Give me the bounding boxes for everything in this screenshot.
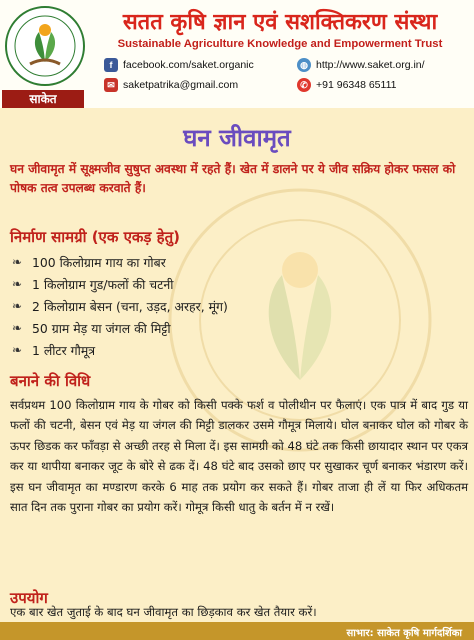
list-item: ❧ 1 किलोग्राम गुड/फलों की चटनी <box>12 276 174 292</box>
leaf-bullet-icon: ❧ <box>12 255 23 269</box>
facebook-contact[interactable] <box>104 58 254 72</box>
globe-icon: ◍ <box>297 58 311 72</box>
method-text: सर्वप्रथम 100 किलोग्राम गाय के गोबर को किसी पक्के फर्श व पोलीथीन पर फैलाएं। एक पात्र में बाद गुड या फलों की चटनी, बेसन एवं मेड़ या जंगल की मिट्टी डालकर उसमे गौमूत्र मिलाये। घोल बनाकर घोल को गोबर के ऊपर छिडक कर फाँवड़ा से अच्छी तरह से मिला दें। इस सामग्री को 48 घंटे तक किसी छायादार स्थान पर एकत्र कर या थापीया बनाकर जूट के बोरे से ढक दें। 48 घंटे बाद उसको छाए पर सुखाकर चूर्ण बनाकर भंडारण करें। इस घन जीवामृत का मण्डारण करके 6 माह तक प्रयोग कर सकते हैं। गोबर ताजा ही लें या फिर अधिकतम सात दिन तक पुराना गोबर का प्रयोग करें। गोमूत्र किसी धातु के बर्तन में न रखें। <box>10 398 468 515</box>
footer-credit: साभार: साकेत कृषि मार्गदर्शिका <box>346 628 462 639</box>
list-item: ❧ 2 किलोग्राम बेसन (चना, उड़द, अरहर, मूंग) <box>12 298 228 314</box>
website-link[interactable]: http://www.saket.org.in/ <box>316 59 425 71</box>
usage-heading: उपयोग <box>10 589 48 607</box>
leaf-bullet-icon: ❧ <box>12 321 23 335</box>
saket-logo <box>4 4 86 104</box>
list-item: ❧ 100 किलोग्राम गाय का गोबर <box>12 254 166 270</box>
leaf-bullet-icon: ❧ <box>12 299 23 313</box>
leaf-bullet-icon: ❧ <box>12 343 23 357</box>
phone-contact[interactable] <box>297 78 396 92</box>
list-item: ❧ 50 ग्राम मेड़ या जंगल की मिट्टी <box>12 320 171 336</box>
phone-number[interactable]: +91 96348 65111 <box>316 79 397 91</box>
org-name-hindi: सतत कृषि ज्ञान एवं सशक्तिकरण संस्था <box>122 9 438 35</box>
email-contact[interactable] <box>104 78 238 92</box>
leaf-bullet-icon: ❧ <box>12 277 23 291</box>
header <box>0 0 474 108</box>
footer-bar <box>0 622 474 640</box>
website-contact[interactable] <box>297 58 425 72</box>
method-heading: बनाने की विधि <box>10 372 91 390</box>
intro-text: घन जीवामृत में सूक्ष्मजीव सुषुप्त अवस्था में रहते हैं। खेत में डालने पर ये जीव सक्रिय होकर फसल को पोषक तत्व उपलब्ध करवाते हैं। <box>10 162 456 195</box>
list-item: ❧ 1 लीटर गौमूत्र <box>12 342 96 358</box>
ingredients-list <box>12 251 452 361</box>
facebook-icon: f <box>104 58 118 72</box>
facebook-link[interactable]: facebook.com/saket.organic <box>123 59 254 71</box>
email-link[interactable]: saketpatrika@gmail.com <box>123 79 239 91</box>
brand-name: साकेत <box>2 90 84 108</box>
ingredients-heading: निर्माण सामग्री (एक एकड़ हेतु) <box>10 228 181 246</box>
usage-text: एक बार खेत जुताई के बाद घन जीवामृत का छिड़काव कर खेत तैयार करें। <box>10 605 317 619</box>
email-icon: ✉ <box>104 78 118 92</box>
phone-icon: ✆ <box>297 78 311 92</box>
org-name-english: Sustainable Agriculture Knowledge and Empowerment Trust <box>117 38 443 50</box>
page-title: घन जीवामृत <box>183 124 291 152</box>
